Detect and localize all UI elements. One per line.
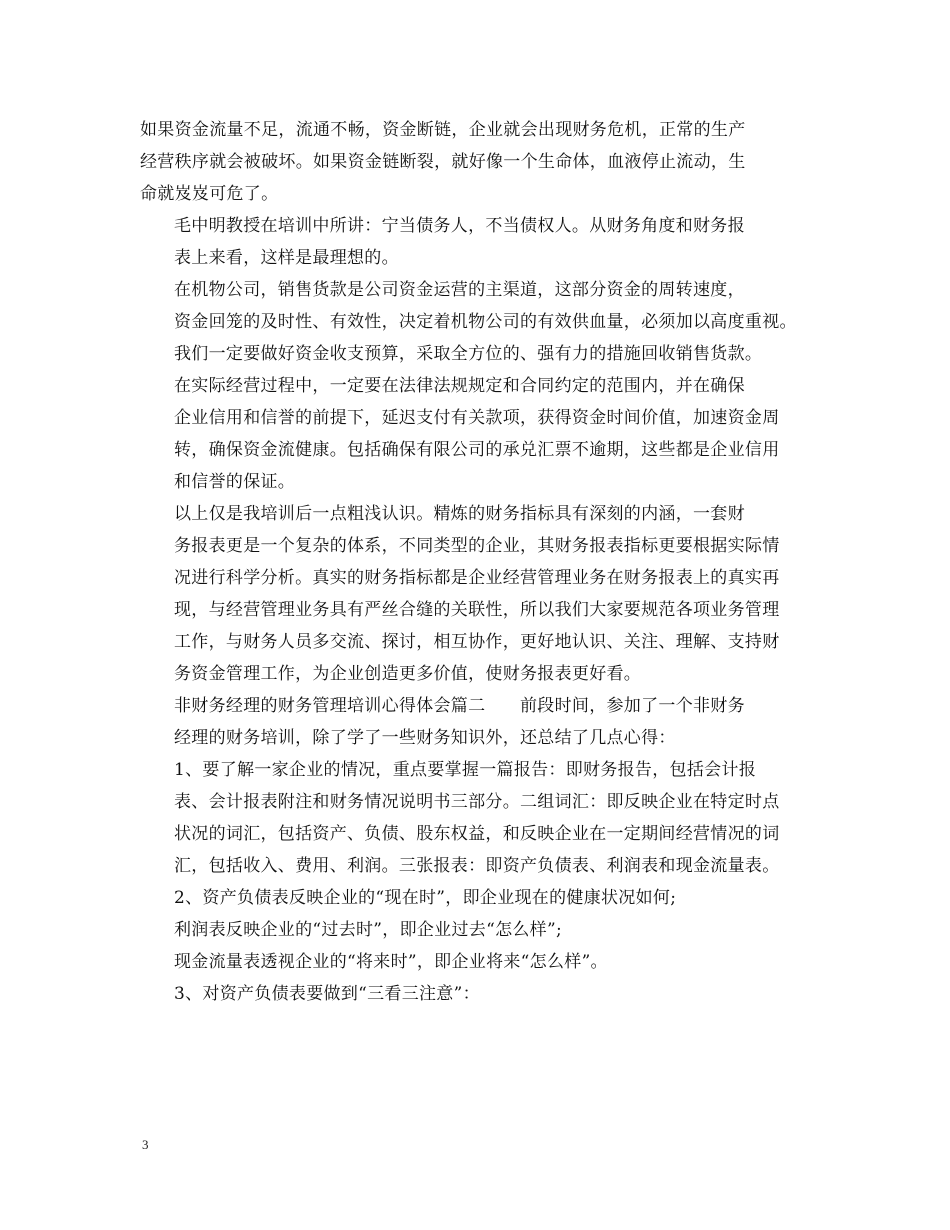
- text-line: 命就岌岌可危了。: [140, 184, 279, 204]
- text-line: 况进行科学分析。真实的财务指标都是企业经营管理业务在财务报表上的真实再: [174, 568, 780, 588]
- text-line: 经理的财务培训，除了学了一些财务知识外，还总结了几点心得：: [174, 728, 676, 748]
- paragraph: [140, 914, 820, 946]
- text-line: 如果资金流量不足，流通不畅，资金断链，企业就会出现财务危机，正常的生产: [140, 120, 746, 140]
- text-line: 汇，包括收入、费用、利润。三张报表：即资产负债表、利润表和现金流量表。: [174, 856, 780, 876]
- text-line: 毛中明教授在培训中所讲：宁当债务人，不当债权人。从财务角度和财务报: [174, 216, 745, 236]
- text-line: 表、会计报表附注和财务情况说明书三部分。二组词汇：即反映企业在特定时点: [174, 792, 780, 812]
- text-line: 我们一定要做好资金收支预算，采取全方位的、强有力的措施回收销售货款。: [174, 344, 763, 364]
- paragraph: [140, 498, 820, 690]
- text-line: 现，与经营管理业务具有严丝合缝的关联性，所以我们大家要规范各项业务管理: [174, 600, 780, 620]
- text-line: 企业信用和信誉的前提下，延迟支付有关款项，获得资金时间价值，加速资金周: [174, 408, 780, 428]
- document-body: [140, 114, 820, 1010]
- text-line: 工作，与财务人员多交流、探讨，相互协作，更好地认识、关注、理解、支持财: [174, 632, 780, 652]
- text-line: 经营秩序就会被破坏。如果资金链断裂，就好像一个生命体，血液停止流动，生: [140, 152, 746, 172]
- paragraph: [140, 946, 820, 978]
- paragraph: [140, 978, 820, 1010]
- text-line: 和信誉的保证。: [174, 472, 296, 492]
- paragraph: [140, 210, 820, 274]
- page-number: 3: [142, 1137, 149, 1152]
- text-line: 表上来看，这样是最理想的。: [174, 248, 399, 268]
- text-line: 转，确保资金流健康。包括确保有限公司的承兑汇票不逾期，这些都是企业信用: [174, 440, 780, 460]
- paragraph: [140, 882, 820, 914]
- paragraph: [140, 690, 820, 754]
- paragraph: [140, 370, 820, 498]
- text-line: 务报表更是一个复杂的体系，不同类型的企业，其财务报表指标更要根据实际情: [174, 536, 780, 556]
- paragraph: [140, 274, 820, 370]
- text-line: 在机物公司，销售货款是公司资金运营的主渠道，这部分资金的周转速度，: [174, 280, 745, 300]
- text-line: 以上仅是我培训后一点粗浅认识。精炼的财务指标具有深刻的内涵，一套财: [174, 504, 745, 524]
- text-line: 1、要了解一家企业的情况，重点要掌握一篇报告：即财务报告，包括会计报: [174, 760, 757, 780]
- text-line: 3、对资产负债表要做到“三看三注意”：: [174, 984, 480, 1004]
- paragraph: [140, 114, 820, 210]
- paragraph: [140, 754, 820, 882]
- text-line: 在实际经营过程中，一定要在法律法规规定和合同约定的范围内，并在确保: [174, 376, 745, 396]
- text-line: 利润表反映企业的“过去时”，即企业过去“怎么样”;: [174, 920, 562, 940]
- text-line: 2、资产负债表反映企业的“现在时”，即企业现在的健康状况如何;: [174, 888, 677, 908]
- text-line: 非财务经理的财务管理培训心得体会篇二 前段时间，参加了一个非财务: [174, 696, 745, 716]
- text-line: 资金回笼的及时性、有效性，决定着机物公司的有效供血量，必须加以高度重视。: [174, 312, 797, 332]
- text-line: 现金流量表透视企业的“将来时”，即企业将来“怎么样”。: [174, 952, 608, 972]
- text-line: 状况的词汇，包括资产、负债、股东权益，和反映企业在一定期间经营情况的词: [174, 824, 780, 844]
- text-line: 务资金管理工作，为企业创造更多价值，使财务报表更好看。: [174, 664, 642, 684]
